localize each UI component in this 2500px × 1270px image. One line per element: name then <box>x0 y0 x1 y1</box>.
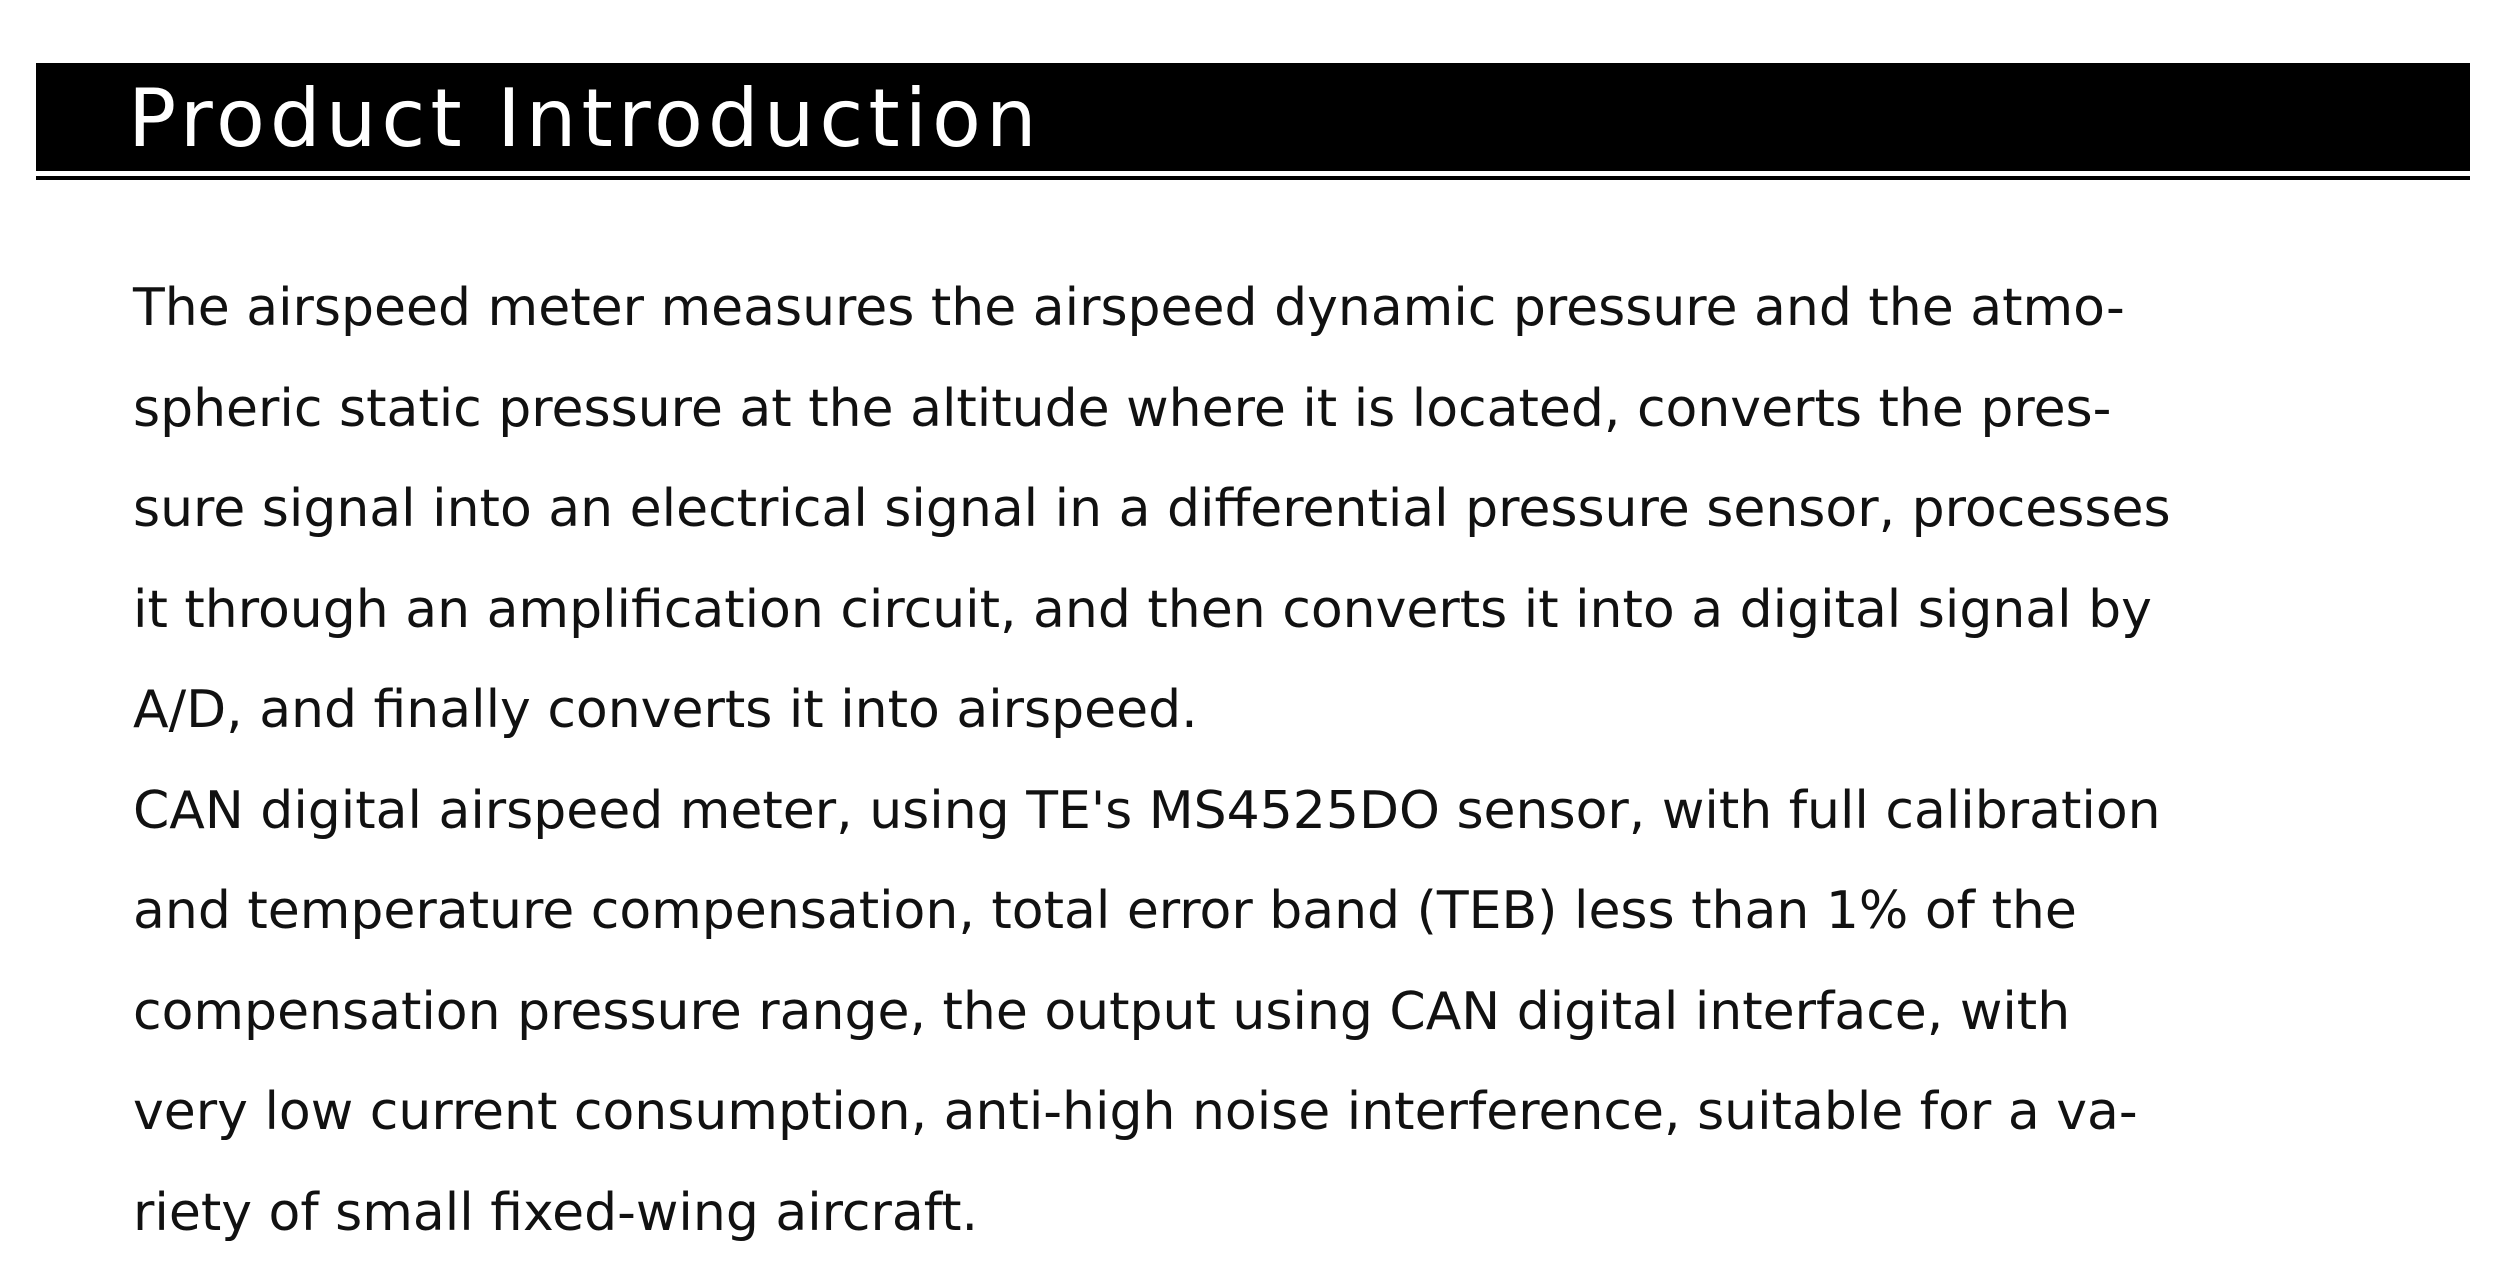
text-line: A/D, and finally converts it into airspeed. <box>133 680 1198 740</box>
text-line: sure signal into an electrical signal in a differential pressure sensor, processes <box>133 479 2171 539</box>
text-line: it through an amplification circuit, and then converts it into a digital signal by <box>133 579 2152 640</box>
text-line: very low current consumption, anti-high noise interference, suitable for a va- <box>133 1082 2138 1142</box>
text-line: CAN digital airspeed meter, using TE's MS4525DO sensor, with full calibration <box>133 780 2161 841</box>
product-description <box>133 258 2433 1263</box>
paragraph-measurement-principle <box>133 258 2433 761</box>
header-underline-rule <box>36 176 2470 180</box>
section-header-bar <box>36 63 2470 171</box>
paragraph-can-sensor-details <box>133 761 2433 1264</box>
text-line: riety of small fixed-wing aircraft. <box>133 1182 979 1243</box>
text-line: and temperature compensation, total error band (TEB) less than 1% of the <box>133 881 2077 941</box>
section-title: Product Introduction <box>128 72 1042 165</box>
text-line: compensation pressure range, the output using CAN digital interface, with <box>133 981 2071 1042</box>
text-line: The airspeed meter measures the airspeed dynamic pressure and the atmo- <box>133 278 2125 338</box>
text-line: spheric static pressure at the altitude where it is located, converts the pres- <box>133 378 2112 439</box>
